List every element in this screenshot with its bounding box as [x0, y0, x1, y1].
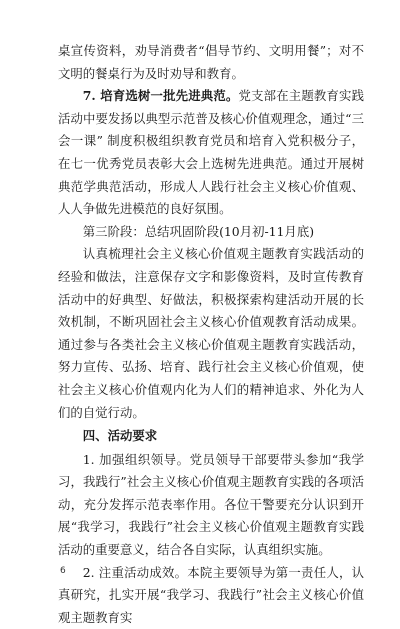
phase-3-title: 第三阶段：总结巩固阶段(10月初-11月底) — [82, 223, 315, 239]
requirement-1-title: 1. 加强组织领导。 — [82, 451, 190, 467]
item-7-title: 7. 培育选树一批先进典范。 — [82, 88, 239, 104]
requirement-2-title: 2. 注重活动成效。 — [82, 564, 188, 580]
item-7-paragraph — [58, 85, 364, 221]
requirement-1-paragraph — [58, 449, 364, 562]
section-4-heading: 四、活动要求 — [82, 428, 158, 444]
requirement-2-body: 本院主要领导为第一责任人，认真研究，扎实开展“我学习、我践行”社会主义核心价值观主题教育实 — [58, 564, 365, 625]
phase-3-body: 认真梳理社会主义核心价值观主题教育实践活动的经验和做法，注意保存文字和影像资料，及时宣传教育活动中的好典型、好做法，积极探索构建活动开展的长效机制，不断巩固社会主义核心价值观教育活动成果。通过参与各类社会主义核心价值观主题教育实践活动，努力宣传、弘扬、培育、践行社会主义核心价值观，使社会主义核心价值观内化为人们的精神追求、外化为人们的自觉行动。 — [58, 246, 364, 420]
item-7-body: 党支部在主题教育实践活动中要发扬以典型示范普及核心价值观理念，通过“三会一课” 制度积极组织教育党员和培育入党积极分子，在七一优秀党员表彰大会上选树先进典范。通过开展树典范学典范活动，形成人人践行社会主义核心价值观、人人争做先进模范的良好氛围。 — [58, 88, 365, 217]
page-number: 6 — [60, 566, 66, 576]
requirement-2-paragraph — [58, 562, 364, 629]
document-body — [58, 40, 364, 629]
requirement-1-body: 党员领导干部要带头参加“我学习，我践行”社会主义核心价值观主题教育实践的各项活动，充分发挥示范表率作用。各位干警要充分认识到开展“我学习，我践行”社会主义核心价值观主题教育实践活动的重要意义，结合各自实际，认真组织实施。 — [58, 451, 364, 558]
paragraph-continuation: 桌宣传资料，劝导消费者“倡导节约、文明用餐”；对不文明的餐桌行为及时劝导和教育。 — [58, 43, 364, 81]
